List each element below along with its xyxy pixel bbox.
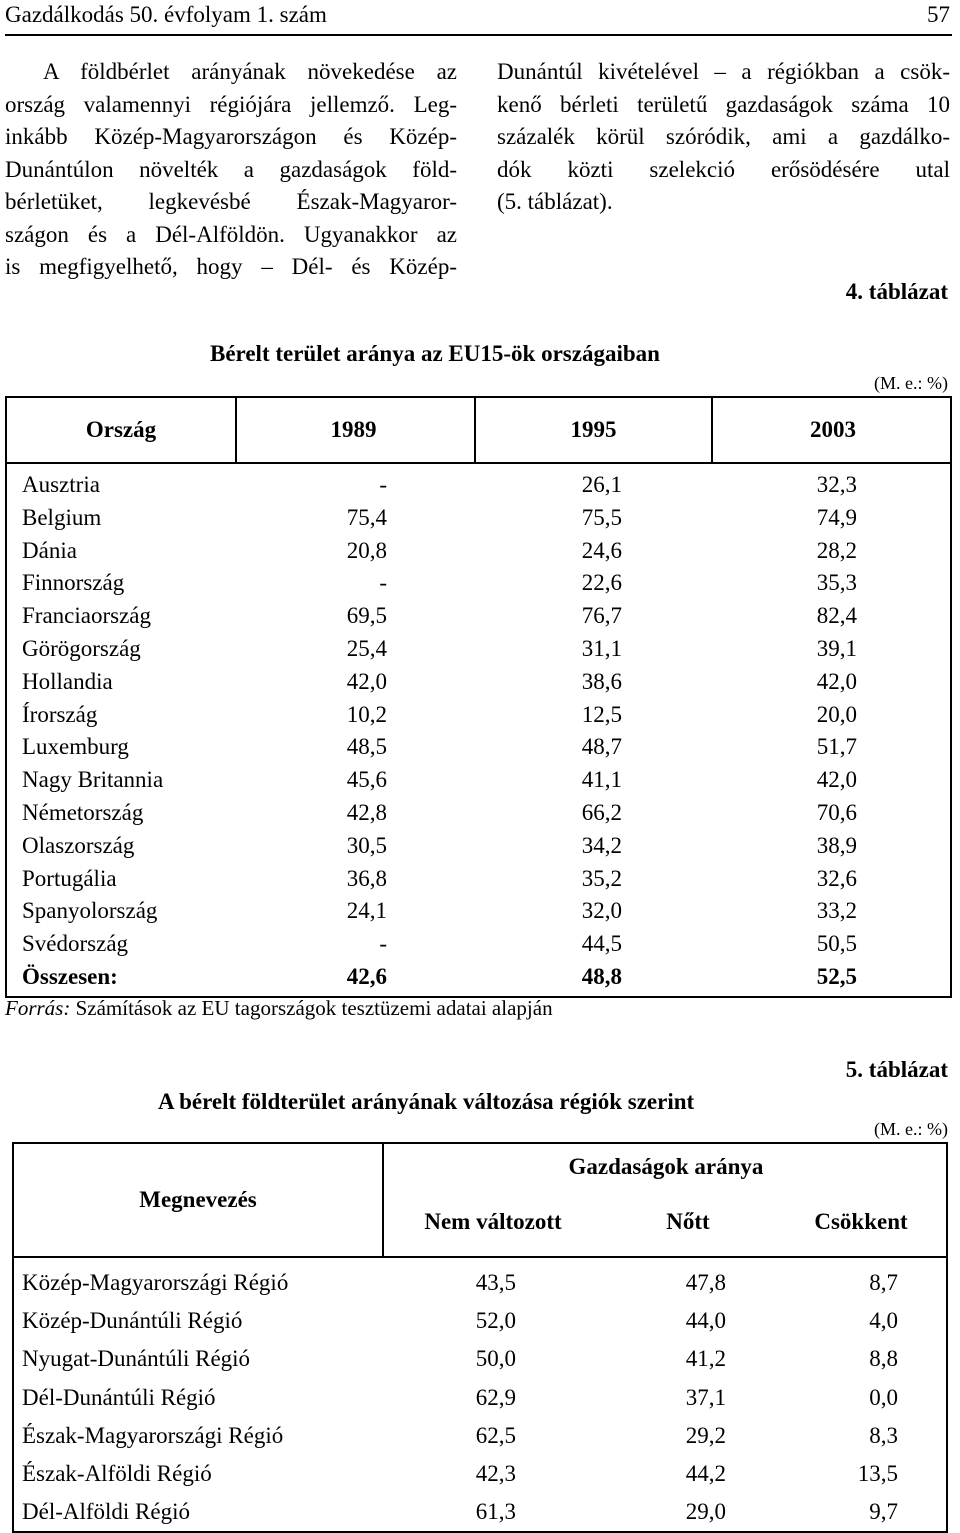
table4 [5,396,952,998]
cell-value: 41,2 [685,1346,726,1372]
text-line: is megfigyelhető, hogy – Dél- és Közép- [5,254,457,279]
row-label: Görögország [22,635,141,661]
table-row [7,797,950,830]
row-label: Finnország [22,570,125,596]
body-text-right-column [497,56,950,219]
page-number: 57 [927,2,950,27]
table5-body [12,1258,948,1533]
table5-subheader-decreased: Csökkent [814,1209,908,1234]
table-row [7,830,950,863]
source-text: Számítások az EU tagországok tesztüzemi adatai alapján [75,996,553,1020]
text-line: szágon és a Dél-Alföldön. Ugyanakkor az [5,221,457,247]
table4-header-2003: 2003 [810,417,856,442]
row-label: Belgium [22,504,102,530]
cell-value: 20,8 [346,537,387,563]
table4-header-country: Ország [85,417,157,442]
table4-unit: (M. e.: %) [874,373,948,393]
text-line: százalék körül szóródik, ami a gazdálko- [497,124,950,149]
cell-value: - [379,570,387,596]
cell-value: 39,1 [816,635,857,661]
cell-value: 28,2 [816,537,857,563]
table-row [7,731,950,764]
cell-value: 35,2 [581,865,622,891]
cell-value: 76,7 [581,603,622,629]
cell-value: 52,0 [475,1308,516,1334]
cell-value: 66,2 [581,799,622,825]
cell-value: 51,7 [816,734,857,760]
table4-source [5,994,553,1022]
text-line: Dunántúl kivételével – a régiókban a csök- [497,59,950,84]
cell-value: 24,6 [581,537,622,563]
table-row [7,961,950,994]
cell-value: 42,0 [816,767,857,793]
row-label: Dél-Dunántúli Régió [22,1384,216,1410]
table5-header-group: Gazdaságok aránya [568,1154,764,1179]
table-row [14,1455,946,1493]
cell-value: 61,3 [475,1499,516,1525]
row-label: Dél-Alföldi Régió [22,1499,190,1525]
row-label: Összesen: [22,963,118,989]
row-label: Ausztria [22,472,100,497]
table5-number: 5. táblázat [845,1057,948,1082]
cell-value: 34,2 [581,832,622,858]
table4-number: 4. táblázat [845,279,948,304]
table-row [7,699,950,732]
cell-value: 35,3 [816,570,857,596]
table-row [7,469,950,502]
row-label: Közép-Magyarországi Régió [22,1270,289,1295]
table4-body [5,464,952,998]
cell-value: 38,6 [581,668,622,694]
cell-value: 44,2 [685,1460,726,1486]
table5-subheader-unchanged: Nem változott [424,1209,562,1234]
cell-value: 8,7 [869,1270,898,1295]
cell-value: 50,0 [475,1346,516,1372]
table-row [7,895,950,928]
table-row [14,1379,946,1417]
table4-header-row [5,396,952,464]
cell-value: 42,0 [816,668,857,694]
table-row [7,928,950,961]
cell-value: 29,2 [685,1422,726,1448]
table4-header-1989: 1989 [330,417,377,442]
text-line: (5. táblázat). [497,189,613,214]
table-row [7,567,950,600]
cell-value: 44,0 [685,1308,726,1334]
row-label: Írország [22,701,98,727]
cell-value: 32,0 [581,898,622,924]
cell-value: 32,6 [816,865,857,891]
cell-value: 70,6 [816,799,857,825]
cell-value: 62,9 [475,1384,516,1410]
cell-value: 0,0 [869,1384,898,1410]
row-label: Németország [22,799,144,825]
cell-value: 69,5 [346,603,387,629]
cell-value: 75,4 [346,504,387,530]
cell-value: 24,1 [346,898,387,924]
journal-header: Gazdálkodás 50. évfolyam 1. szám [5,2,327,27]
table4-title: Bérelt terület aránya az EU15-ök országaiban [210,341,660,366]
row-label: Franciaország [22,603,151,629]
cell-value: 26,1 [581,472,622,497]
cell-value: 9,7 [869,1499,898,1525]
cell-value: 42,0 [346,668,387,694]
cell-value: 33,2 [816,898,857,924]
cell-value: 29,0 [685,1499,726,1525]
row-label: Dánia [22,537,77,563]
cell-value: 82,4 [816,603,857,629]
cell-value: 48,7 [581,734,622,760]
table-row [7,502,950,535]
cell-value: 48,5 [346,734,387,760]
row-label: Luxemburg [22,734,129,760]
table-row [7,600,950,633]
row-label: Olaszország [22,832,135,858]
cell-value: 25,4 [346,635,387,661]
table-row [14,1264,946,1302]
cell-value: 75,5 [581,504,622,530]
row-label: Spanyolország [22,898,158,924]
text-line: ország valamennyi régiójára jellemző. Leg- [5,91,457,117]
cell-value: 44,5 [581,931,622,957]
text-line: bérletüket, legkevésbé Észak-Magyaror- [5,189,457,214]
table5-subheader-increased: Nőtt [666,1209,710,1234]
text-line: inkább Közép-Magyarországon és Közép- [5,124,457,149]
cell-value: 38,9 [816,832,857,858]
header-rule [5,34,952,36]
row-label: Hollandia [22,668,113,694]
table5-title: A bérelt földterület arányának változása régiók szerint [158,1089,695,1114]
text-line: kenő bérleti területű gazdaságok száma 10 [497,91,950,117]
cell-value: 74,9 [816,504,857,530]
cell-value: 32,3 [816,472,857,497]
row-label: Portugália [22,865,117,891]
cell-value: 48,8 [581,963,622,989]
cell-value: 13,5 [857,1460,898,1486]
row-label: Észak-Magyarországi Régió [22,1422,284,1448]
cell-value: 22,6 [581,570,622,596]
cell-value: 36,8 [346,865,387,891]
cell-value: 37,1 [685,1384,726,1410]
cell-value: 42,3 [475,1460,516,1486]
row-label: Közép-Dunántúli Régió [22,1308,243,1334]
cell-value: 41,1 [581,767,622,793]
table-row [7,764,950,797]
table5 [12,1142,948,1533]
source-label: Forrás: [5,996,71,1020]
cell-value: 20,0 [816,701,857,727]
table-row [14,1493,946,1531]
table-row [7,863,950,896]
cell-value: 10,2 [346,701,387,727]
cell-value: 30,5 [346,832,387,858]
cell-value: 50,5 [816,931,857,957]
table5-header-name: Megnevezés [139,1187,257,1212]
table-row [14,1340,946,1378]
cell-value: 31,1 [581,635,622,661]
body-text-left-column [5,56,457,284]
cell-value: 8,3 [869,1422,898,1448]
cell-value: 8,8 [869,1346,898,1372]
text-line: A földbérlet arányának növekedése az [43,59,457,84]
text-line: Dunántúlon növelték a gazdaságok föld- [5,156,457,182]
cell-value: 12,5 [581,701,622,727]
cell-value: 47,8 [685,1270,726,1295]
cell-value: 43,5 [475,1270,516,1295]
row-label: Nagy Britannia [22,767,164,793]
table-row [14,1417,946,1455]
cell-value: 42,6 [346,963,387,989]
cell-value: 42,8 [346,799,387,825]
cell-value: - [379,472,387,497]
table5-unit: (M. e.: %) [874,1119,948,1139]
cell-value: 45,6 [346,767,387,793]
cell-value: 4,0 [869,1308,898,1334]
table5-header [12,1142,948,1258]
table-row [7,633,950,666]
row-label: Nyugat-Dunántúli Régió [22,1346,251,1372]
table4-header-1995: 1995 [570,417,617,442]
table-row [7,535,950,568]
row-label: Észak-Alföldi Régió [22,1460,212,1486]
table-row [7,666,950,699]
cell-value: - [379,931,387,957]
cell-value: 62,5 [475,1422,516,1448]
table-row [14,1302,946,1340]
text-line: dók közti szelekció erősödésére utal [497,156,950,182]
cell-value: 52,5 [816,963,857,989]
row-label: Svédország [22,931,129,957]
